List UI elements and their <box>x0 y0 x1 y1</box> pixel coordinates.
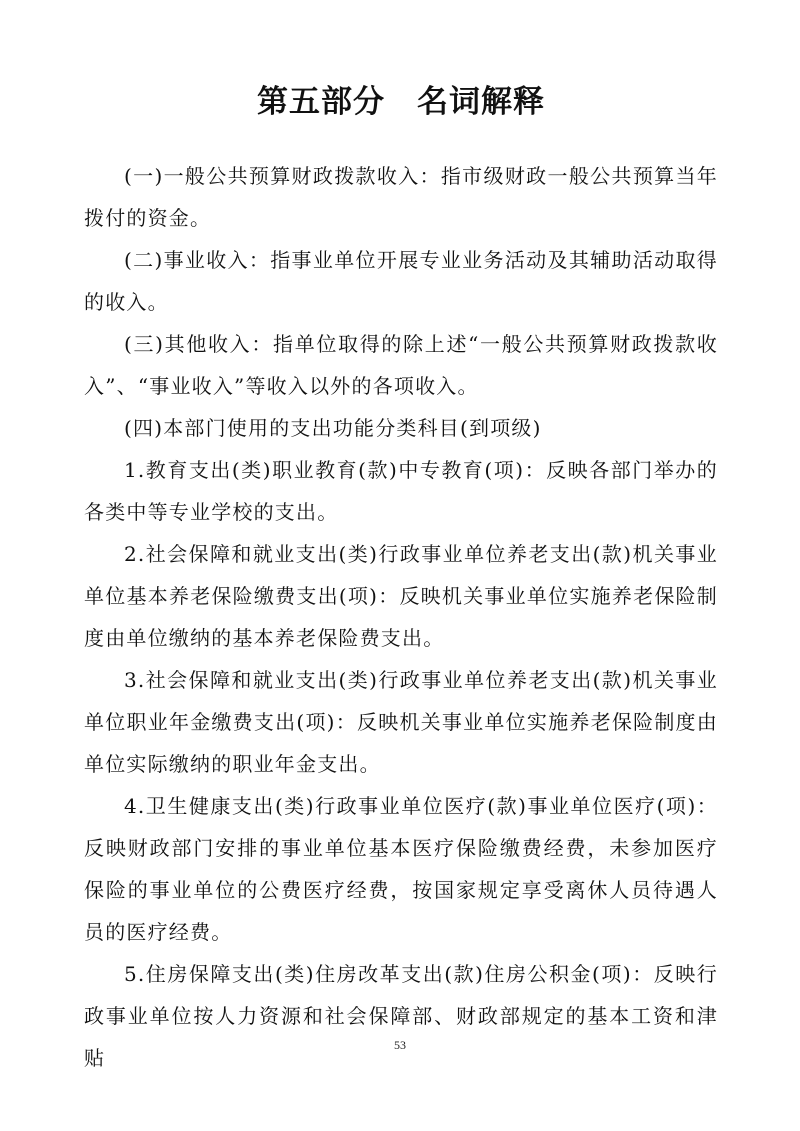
paragraph-3: (三)其他收入：指单位取得的除上述“一般公共预算财政拨款收入”、“事业收入”等收入以外的各项收入。 <box>84 332 718 398</box>
paragraph-9: 5.住房保障支出(类)住房改革支出(款)住房公积金(项)：反映行政事业单位按人力资源和社会保障部、财政部规定的基本工资和津贴 <box>84 962 718 1070</box>
paragraph-8: 4.卫生健康支出(类)行政事业单位医疗(款)事业单位医疗(项)：反映财政部门安排的事业单位基本医疗保险缴费经费，未参加医疗保险的事业单位的公费医疗经费，按国家规定享受离休人员待遇人员的医疗经费。 <box>84 794 718 944</box>
page-number: 53 <box>394 1038 406 1052</box>
paragraph-2: (二)事业收入：指事业单位开展专业业务活动及其辅助活动取得的收入。 <box>84 248 718 314</box>
page-title: 第五部分 名词解释 <box>257 84 545 120</box>
paragraph-6: 2.社会保障和就业支出(类)行政事业单位养老支出(款)机关事业单位基本养老保险缴费支出(项)：反映机关事业单位实施养老保险制度由单位缴纳的基本养老保险费支出。 <box>84 542 718 650</box>
paragraph-1: (一)一般公共预算财政拨款收入：指市级财政一般公共预算当年拨付的资金。 <box>84 164 718 230</box>
paragraph-5: 1.教育支出(类)职业教育(款)中专教育(项)：反映各部门举办的各类中等专业学校的支出。 <box>84 458 718 524</box>
paragraph-7: 3.社会保障和就业支出(类)行政事业单位养老支出(款)机关事业单位职业年金缴费支出(项)：反映机关事业单位实施养老保险制度由单位实际缴纳的职业年金支出。 <box>84 668 718 776</box>
paragraph-4: (四)本部门使用的支出功能分类科目(到项级) <box>124 416 542 440</box>
